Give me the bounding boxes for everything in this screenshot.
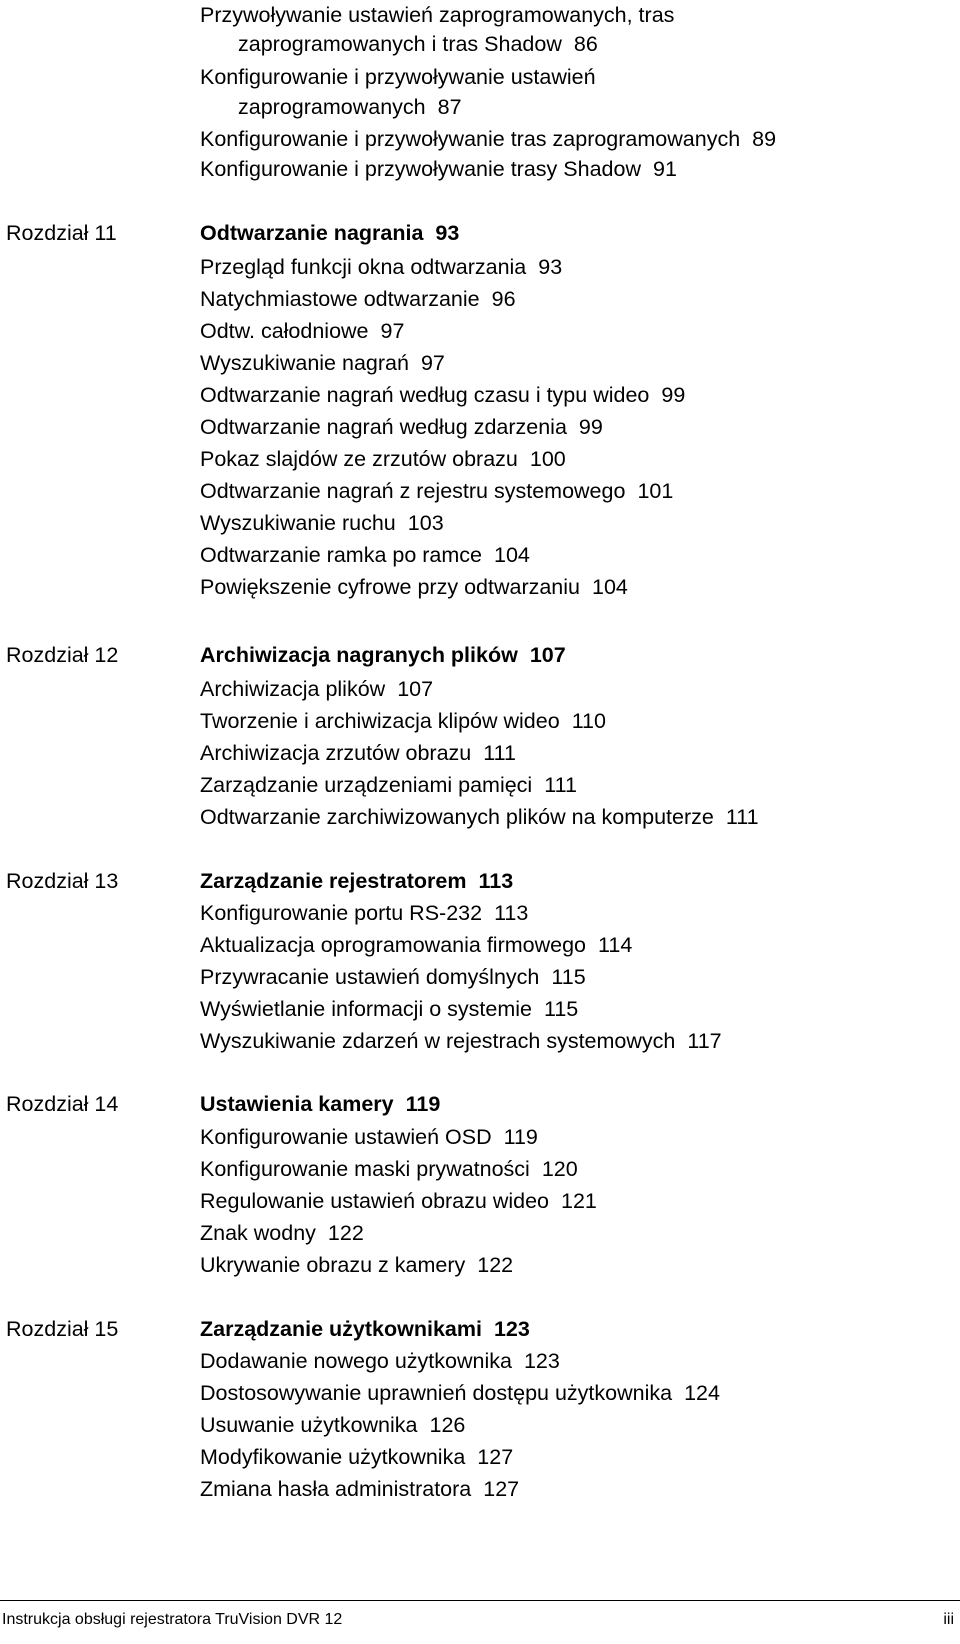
toc-entry-title: Dostosowywanie uprawnień dostępu użytkownika [200, 1381, 673, 1405]
toc-entry [200, 1186, 597, 1216]
toc-entry [200, 930, 632, 960]
toc-entry [200, 540, 530, 570]
toc-entry-page: 110 [571, 709, 606, 733]
toc-entry-continued [238, 29, 598, 59]
toc-entry-title: Zmiana hasła administratora [200, 1477, 472, 1501]
chapter-page: 119 [405, 1092, 441, 1116]
toc-entry-title: Wyświetlanie informacji o systemie [200, 997, 532, 1021]
toc-entry-title: Pokaz slajdów ze zrzutów obrazu [200, 447, 518, 471]
toc-entry [200, 380, 685, 410]
toc-entry-page: 121 [561, 1189, 597, 1213]
toc-entry-title: Ustawienia kamery [200, 1092, 394, 1116]
toc-entry-page: 115 [543, 997, 579, 1021]
toc-entry [200, 770, 577, 800]
chapter-page: 113 [478, 869, 514, 893]
toc-entry-page: 97 [420, 351, 445, 375]
toc-entry-page: 104 [494, 543, 530, 567]
toc-entry-title: Odtw. całodniowe [200, 319, 369, 343]
toc-entry-title: Aktualizacja oprogramowania firmowego [200, 933, 586, 957]
toc-entry [200, 1122, 538, 1152]
toc-entry [200, 124, 776, 154]
toc-entry-page: 122 [327, 1221, 364, 1245]
toc-entry-page: 93 [538, 255, 563, 279]
toc-entry-title: Powiększenie cyfrowe przy odtwarzaniu [200, 575, 580, 599]
toc-entry-title: Dodawanie nowego użytkownika [200, 1349, 512, 1373]
toc-entry [200, 154, 677, 184]
toc-entry-page: 99 [578, 415, 603, 439]
toc-entry-title: Wyszukiwanie ruchu [200, 511, 396, 535]
chapter-title [200, 640, 566, 670]
toc-entry-title: Konfigurowanie i przywoływanie ustawień [200, 65, 596, 89]
toc-entry-page: 87 [437, 95, 462, 119]
toc-entry-page: 99 [661, 383, 686, 407]
toc-entry-page: 120 [541, 1157, 578, 1181]
toc-entry-page: 126 [429, 1413, 466, 1437]
toc-entry-page: 127 [477, 1445, 514, 1469]
toc-entry [200, 444, 566, 474]
toc-entry-title: Odtwarzanie nagrania [200, 221, 424, 245]
toc-entry-page: 111 [483, 741, 516, 765]
toc-entry [200, 1474, 519, 1504]
toc-entry [200, 802, 759, 832]
toc-entry-title: Modyfikowanie użytkownika [200, 1445, 466, 1469]
chapter-page: 107 [529, 643, 566, 667]
toc-entry-title: Ukrywanie obrazu z kamery [200, 1253, 466, 1277]
chapter-page: 93 [435, 221, 460, 245]
toc-entry-title: Przegląd funkcji okna odtwarzania [200, 255, 527, 279]
toc-entry-title: Konfigurowanie portu RS-232 [200, 901, 483, 925]
chapter-title [200, 218, 459, 248]
toc-entry-title: Odtwarzanie nagrań według czasu i typu wideo [200, 383, 650, 407]
toc-entry-page: 113 [494, 901, 529, 925]
toc-entry-title: Tworzenie i archiwizacja klipów wideo [200, 709, 560, 733]
toc-entry-title: Konfigurowanie maski prywatności [200, 1157, 530, 1181]
toc-entry-title: Zarządzanie użytkownikami [200, 1317, 482, 1341]
toc-entry [200, 1378, 720, 1408]
toc-entry-continued [238, 92, 462, 122]
toc-entry [200, 962, 586, 992]
toc-entry-page: 124 [684, 1381, 720, 1405]
toc-entry-title: Konfigurowanie ustawień OSD [200, 1125, 492, 1149]
toc-entry [200, 476, 673, 506]
toc-entry-page: 114 [598, 933, 633, 957]
toc-entry-title: Odtwarzanie nagrań z rejestru systemowego [200, 479, 626, 503]
toc-entry-title: Wyszukiwanie nagrań [200, 351, 409, 375]
toc-entry [200, 0, 674, 30]
toc-entry-page: 96 [491, 287, 516, 311]
footer-page-number: iii [943, 1611, 954, 1628]
toc-entry [200, 1250, 513, 1280]
toc-entry-title: Zarządzanie rejestratorem [200, 869, 467, 893]
toc-entry-title: Przywracanie ustawień domyślnych [200, 965, 540, 989]
toc-entry [200, 348, 445, 378]
toc-entry-title: Odtwarzanie zarchiwizowanych plików na komputerze [200, 805, 714, 829]
toc-entry-title: Archiwizacja plików [200, 677, 386, 701]
toc-entry-page: 111 [725, 805, 759, 829]
chapter-label: Rozdział 13 [6, 869, 119, 893]
toc-entry-title: Znak wodny [200, 1221, 316, 1245]
chapter-label: Rozdział 15 [6, 1317, 119, 1341]
toc-entry [200, 898, 528, 928]
toc-entry-page: 119 [503, 1125, 538, 1149]
toc-entry-page: 115 [551, 965, 586, 989]
toc-entry-page: 91 [652, 157, 677, 181]
toc-entry [200, 1346, 560, 1376]
toc-entry [200, 572, 628, 602]
toc-entry-page: 117 [687, 1029, 722, 1053]
toc-entry-page: 101 [637, 479, 674, 503]
toc-entry-title: Archiwizacja zrzutów obrazu [200, 741, 472, 765]
toc-entry-page: 104 [592, 575, 628, 599]
toc-entry [200, 284, 516, 314]
chapter-title [200, 866, 513, 896]
chapter-label: Rozdział 11 [6, 221, 117, 245]
toc-entry [200, 994, 578, 1024]
toc-entry-title: Natychmiastowe odtwarzanie [200, 287, 480, 311]
toc-entry-page: 86 [573, 32, 598, 56]
toc-entry [200, 1218, 364, 1248]
toc-entry-page: 100 [529, 447, 566, 471]
footer-document-title: Instrukcja obsługi rejestratora TruVision DVR 12 [2, 1611, 343, 1628]
chapter-title [200, 1314, 530, 1344]
toc-entry-title: Odtwarzanie nagrań według zdarzenia [200, 415, 567, 439]
toc-entry-title: Odtwarzanie ramka po ramce [200, 543, 482, 567]
toc-entry-title: Archiwizacja nagranych plików [200, 643, 518, 667]
chapter-title [200, 1089, 440, 1119]
toc-entry-page: 107 [397, 677, 434, 701]
toc-entry [200, 252, 562, 282]
toc-entry-title: zaprogramowanych i tras Shadow [238, 32, 562, 56]
footer-divider [0, 1600, 960, 1601]
toc-entry [200, 706, 606, 736]
toc-entry [200, 412, 603, 442]
toc-entry-page: 111 [544, 773, 577, 797]
toc-entry-title: Przywoływanie ustawień zaprogramowanych, tras [200, 3, 675, 27]
toc-entry-page: 123 [523, 1349, 560, 1373]
toc-entry-title: Konfigurowanie i przywoływanie trasy Shadow [200, 157, 641, 181]
toc-entry [200, 316, 404, 346]
toc-entry-title: Zarządzanie urządzeniami pamięci [200, 773, 533, 797]
toc-entry [200, 674, 433, 704]
toc-entry-page: 89 [752, 127, 777, 151]
toc-entry-title: Konfigurowanie i przywoływanie tras zaprogramowanych [200, 127, 741, 151]
toc-entry [200, 1410, 465, 1440]
toc-entry-title: Wyszukiwanie zdarzeń w rejestrach systemowych [200, 1029, 676, 1053]
toc-entry-page: 122 [477, 1253, 514, 1277]
chapter-label: Rozdział 14 [6, 1092, 119, 1116]
toc-entry-page: 127 [483, 1477, 520, 1501]
toc-entry [200, 508, 444, 538]
toc-entry [200, 1026, 722, 1056]
toc-entry-page: 103 [407, 511, 444, 535]
toc-entry [200, 1154, 578, 1184]
toc-entry-title: Regulowanie ustawień obrazu wideo [200, 1189, 549, 1213]
toc-entry-title: zaprogramowanych [238, 95, 426, 119]
toc-entry-title: Usuwanie użytkownika [200, 1413, 418, 1437]
toc-entry [200, 738, 516, 768]
toc-entry [200, 1442, 513, 1472]
toc-entry-page: 97 [380, 319, 405, 343]
chapter-label: Rozdział 12 [6, 643, 119, 667]
toc-entry [200, 62, 596, 92]
chapter-page: 123 [493, 1317, 530, 1341]
